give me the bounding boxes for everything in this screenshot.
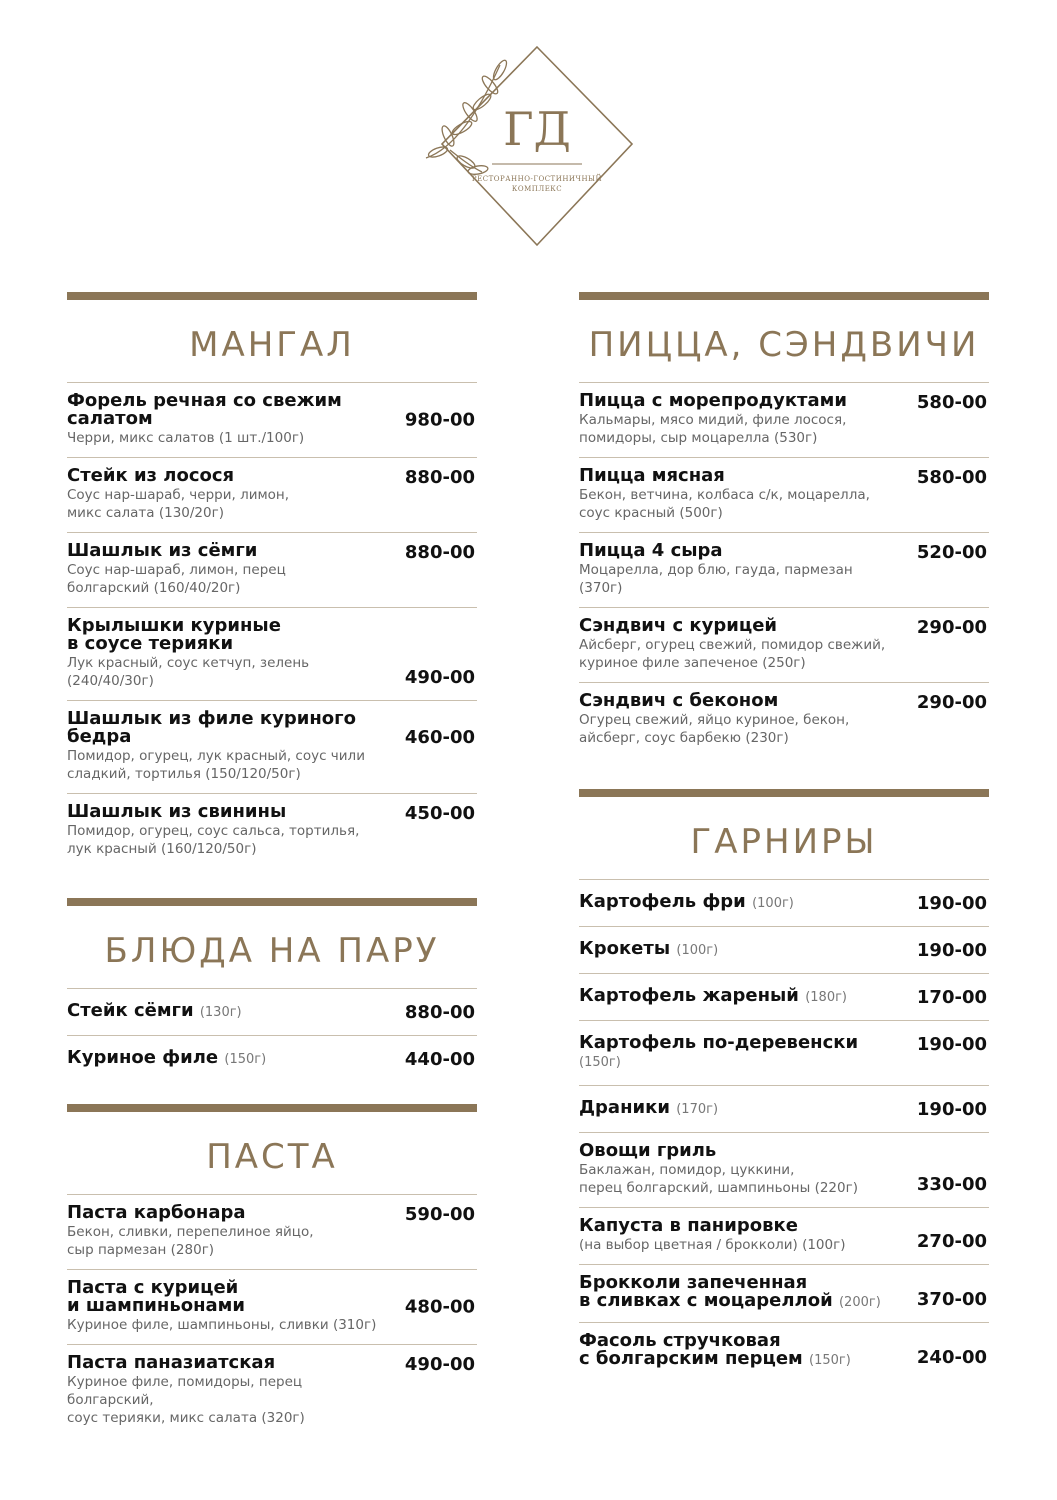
item-weight: (150г) (809, 1353, 851, 1368)
menu-item (579, 1021, 989, 1086)
menu-item (579, 974, 989, 1021)
item-weight: (100г) (752, 896, 794, 911)
item-price: 880-00 (404, 467, 475, 488)
item-desc: Айсберг, огурец свежий, помидор свежий, куриное филе запеченое (250г) (579, 637, 886, 671)
section-title-garnish: ГАРНИРЫ (690, 822, 878, 862)
item-desc: Помидор, огурец, лук красный, соус чили сладкий, тортилья (150/120/50г) (67, 748, 365, 782)
logo-line2: КОМПЛЕКС (511, 185, 563, 193)
menu-item (67, 1270, 477, 1345)
item-name: Брокколи запеченная в сливках с моцареллой (579, 1272, 833, 1311)
menu-item (579, 927, 989, 974)
item-price: 270-00 (916, 1231, 987, 1252)
item-weight: (100г) (676, 943, 719, 958)
item-name: Форель речная со свежим салатом (67, 390, 342, 429)
menu-item (579, 1208, 989, 1265)
item-price: 590-00 (404, 1204, 475, 1225)
item-price: 980-00 (404, 409, 475, 431)
left-column (67, 292, 477, 1437)
item-desc: Лук красный, соус кетчуп, зелень (240/40/30г) (67, 655, 310, 689)
section-bar (67, 898, 477, 906)
item-name: Пицца 4 сыра (579, 540, 723, 561)
menu-item (67, 383, 477, 458)
item-desc: Куриное филе, помидоры, перец болгарский, соус терияки, микс салата (320г) (67, 1374, 305, 1426)
item-name: Стейк из лосося (67, 465, 235, 486)
item-price: 190-00 (916, 1099, 987, 1120)
item-desc: Баклажан, помидор, цуккини, перец болгарский, шампиньоны (220г) (579, 1162, 858, 1196)
item-desc: (на выбор цветная / брокколи) (100г) (579, 1237, 846, 1253)
item-price: 490-00 (404, 1354, 475, 1375)
item-weight: (130г) (199, 1005, 242, 1020)
item-desc: Бекон, сливки, перепелиное яйцо, сыр пармезан (280г) (67, 1224, 314, 1258)
menu-item (579, 1265, 989, 1323)
item-desc: Куриное филе, шампиньоны, сливки (310г) (67, 1317, 377, 1333)
item-name: Паста с курицей и шампиньонами (67, 1277, 245, 1316)
menu-item (579, 608, 989, 683)
item-desc: Огурец свежий, яйцо куриное, бекон, айсберг, соус барбекю (230г) (579, 712, 850, 746)
item-name: Овощи гриль (579, 1140, 717, 1161)
menu-item (67, 1036, 477, 1082)
item-name: Шашлык из филе куриного бедра (67, 708, 356, 747)
section-title-steam: БЛЮДА НА ПАРУ (104, 931, 440, 971)
item-name: Драники (579, 1097, 670, 1118)
item-name: Картофель фри (579, 891, 746, 912)
item-price: 580-00 (916, 467, 987, 488)
item-price: 190-00 (916, 893, 987, 914)
item-price: 460-00 (404, 727, 475, 748)
menu-item (67, 989, 477, 1036)
menu-item (579, 458, 989, 533)
section-title-mangal: МАНГАЛ (189, 325, 355, 365)
item-name: Фасоль стручковая с болгарским перцем (579, 1330, 803, 1369)
item-price: 370-00 (916, 1289, 987, 1310)
menu-item (67, 701, 477, 794)
item-name: Крылышки куриные в соусе терияки (67, 615, 281, 654)
item-price: 450-00 (404, 803, 475, 824)
item-name: Сэндвич с беконом (579, 690, 779, 711)
item-name: Паста карбонара (67, 1202, 246, 1223)
item-name: Паста паназиатская (67, 1352, 276, 1373)
item-weight: (170г) (676, 1102, 719, 1117)
item-price: 330-00 (916, 1174, 987, 1195)
item-name: Пицца мясная (579, 465, 725, 486)
item-price: 490-00 (404, 667, 475, 688)
item-desc: Моцарелла, дор блю, гауда, пармезан (370г) (579, 562, 853, 596)
item-weight: (200г) (838, 1295, 881, 1310)
item-name: Стейк сёмги (67, 1000, 194, 1021)
item-name: Сэндвич с курицей (579, 615, 778, 636)
item-weight: (180г) (805, 990, 847, 1005)
item-desc: Соус нар-шараб, лимон, перец болгарский (160/40/20г) (67, 562, 286, 596)
item-price: 190-00 (916, 1034, 987, 1055)
item-price: 190-00 (916, 940, 987, 961)
item-desc: Черри, микс салатов (1 шт./100г) (67, 430, 305, 446)
right-column (579, 292, 989, 1380)
menu-item (67, 1345, 477, 1437)
item-price: 290-00 (916, 617, 987, 638)
item-name: Картофель жареный (579, 985, 799, 1006)
menu-item (67, 1195, 477, 1270)
section-title-pizza: ПИЦЦА, СЭНДВИЧИ (588, 325, 980, 365)
menu-item (579, 1323, 989, 1380)
item-name: Куриное филе (67, 1047, 219, 1068)
menu-item (67, 794, 477, 868)
item-price: 290-00 (916, 692, 987, 713)
menu-item (579, 383, 989, 458)
section-bar (579, 789, 989, 797)
logo (420, 40, 640, 255)
item-price: 440-00 (404, 1049, 475, 1070)
item-price: 480-00 (404, 1296, 475, 1318)
item-price: 580-00 (916, 392, 987, 413)
olive-branch-diamond-icon (420, 40, 640, 255)
menu-item (579, 1133, 989, 1208)
menu-item (67, 458, 477, 533)
section-title-pasta: ПАСТА (206, 1137, 338, 1177)
menu-item (579, 880, 989, 927)
item-desc: Бекон, ветчина, колбаса с/к, моцарелла, соус красный (500г) (579, 487, 870, 521)
item-name: Капуста в панировке (579, 1215, 798, 1236)
menu-item (579, 683, 989, 757)
item-desc: Соус нар-шараб, черри, лимон, микс салата (130/20г) (67, 487, 290, 521)
menu-item (579, 533, 989, 608)
item-price: 880-00 (404, 542, 475, 563)
logo-line1: РЕСТОРАННО-ГОСТИНИЧНЫЙ (471, 175, 603, 183)
item-price: 880-00 (404, 1002, 475, 1023)
section-bar (67, 292, 477, 300)
item-weight: (150г) (579, 1055, 621, 1070)
item-price: 240-00 (916, 1347, 987, 1368)
item-name: Картофель по-деревенски (579, 1032, 859, 1053)
item-price: 170-00 (916, 987, 987, 1008)
item-desc: Кальмары, мясо мидий, филе лосося, помидоры, сыр моцарелла (530г) (579, 412, 847, 446)
item-name: Шашлык из сёмги (67, 540, 258, 561)
section-bar (579, 292, 989, 300)
item-desc: Помидор, огурец, соус сальса, тортилья, лук красный (160/120/50г) (67, 823, 360, 857)
menu-item (67, 608, 477, 701)
item-name: Пицца с морепродуктами (579, 390, 847, 411)
menu-item (579, 1086, 989, 1133)
item-name: Крокеты (579, 938, 671, 959)
section-bar (67, 1104, 477, 1112)
menu-item (67, 533, 477, 608)
item-price: 520-00 (916, 542, 987, 563)
item-name: Шашлык из свинины (67, 801, 287, 822)
logo-letters: ГД (503, 102, 571, 156)
item-weight: (150г) (224, 1052, 267, 1067)
